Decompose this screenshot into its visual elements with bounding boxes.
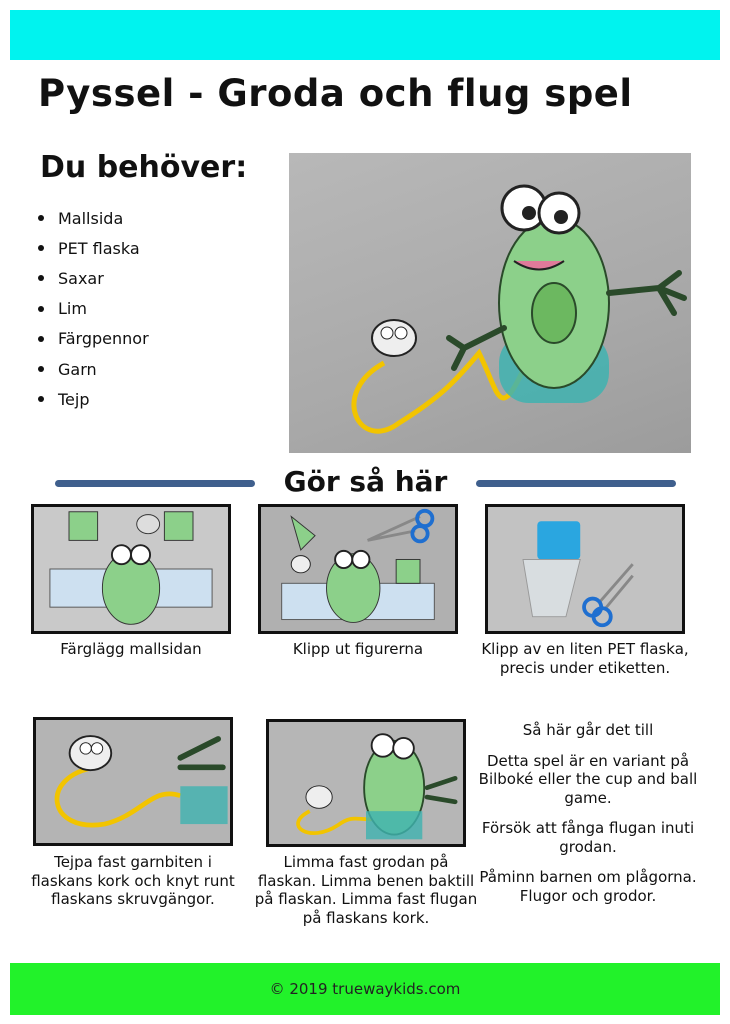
step-5-caption: Limma fast grodan på flaskan. Limma benen baktill på flaskan. Limma fast flugan på flaskans kork. [254, 853, 478, 927]
cutouts-illustration [261, 507, 455, 631]
list-item: Saxar [38, 263, 149, 293]
how-to-play [476, 721, 700, 917]
step-4-photo [33, 717, 233, 846]
materials-list [38, 203, 149, 414]
list-item: Mallsida [38, 203, 149, 233]
frog-bottle-illustration [289, 153, 691, 453]
yarn-attach-illustration [36, 720, 230, 843]
copyright-text: © 2019 truewaykids.com [269, 980, 461, 998]
how-to-play-paragraph: Försök att fånga flugan inuti grodan. [481, 819, 695, 856]
section-divider-left [55, 480, 255, 487]
footer-banner [10, 963, 720, 1015]
template-sheet-illustration [34, 507, 228, 631]
how-to-play-heading: Så här går det till [522, 721, 654, 739]
page-title: Pyssel - Groda och flug spel [38, 72, 633, 115]
how-to-play-paragraph: Detta spel är en variant på Bilboké eller the cup and ball game. [478, 751, 698, 807]
instructions-heading: Gör så här [283, 465, 448, 498]
step-1-caption: Färglägg mallsidan [60, 640, 202, 658]
materials-heading: Du behöver: [40, 150, 248, 185]
list-item: Tejp [38, 384, 149, 414]
section-divider-right [476, 480, 676, 487]
step-1-photo [31, 504, 231, 634]
list-item: Lim [38, 294, 149, 324]
step-4-caption: Tejpa fast garnbiten i flaskans kork och knyt runt flaskans skruvgängor. [31, 853, 235, 908]
step-3-photo [485, 504, 685, 634]
how-to-play-paragraph: Påminn barnen om plågorna. Flugor och grodor. [479, 868, 697, 905]
hero-photo-frog-game [289, 153, 691, 453]
step-2-caption: Klipp ut figurerna [292, 640, 424, 658]
list-item: PET flaska [38, 233, 149, 263]
step-5-photo [266, 719, 466, 847]
step-2-photo [258, 504, 458, 634]
top-banner [10, 10, 720, 60]
assembled-frog-illustration [269, 722, 463, 844]
step-3-caption: Klipp av en liten PET flaska, precis under etiketten. [481, 640, 689, 677]
bottle-scissors-illustration [488, 507, 682, 631]
list-item: Färgpennor [38, 324, 149, 354]
list-item: Garn [38, 354, 149, 384]
